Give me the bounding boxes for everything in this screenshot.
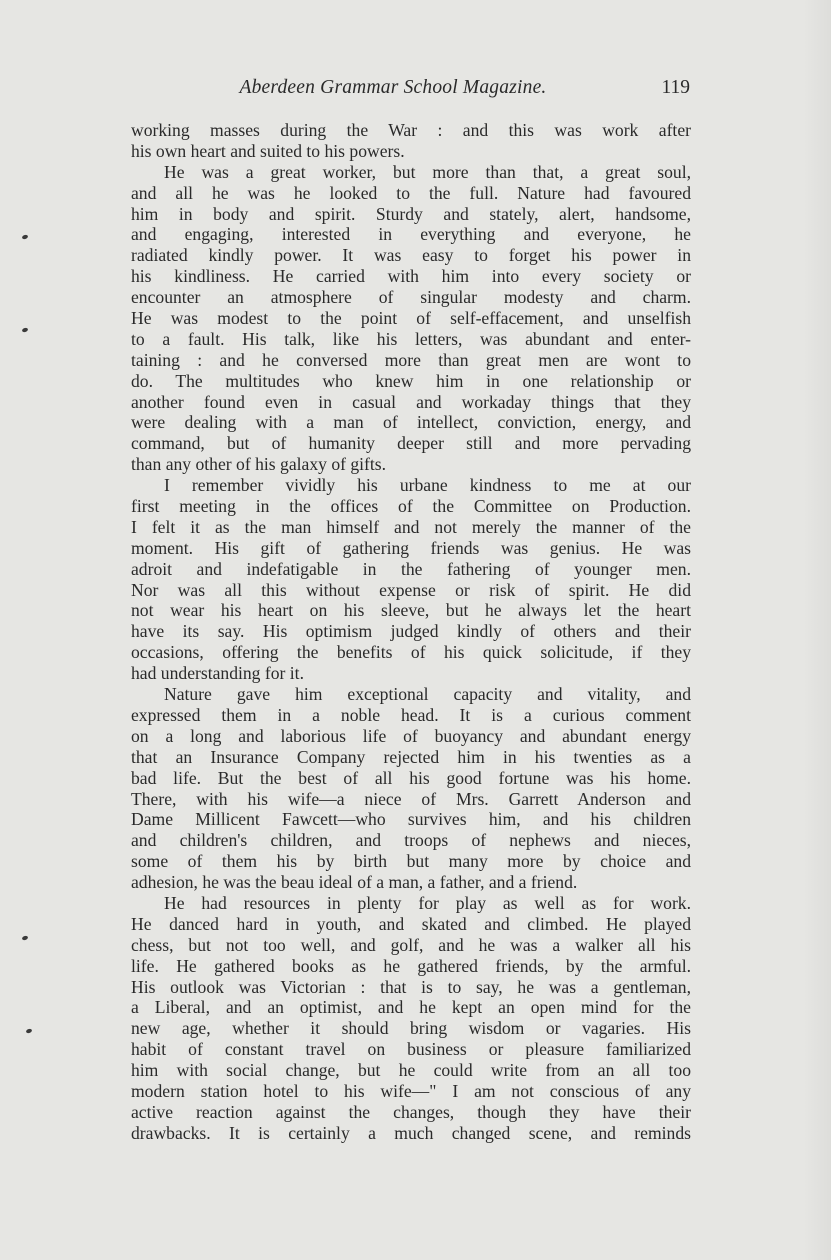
text-line: radiated kindly power. It was easy to forget his power in (131, 245, 691, 266)
text-line: I felt it as the man himself and not merely the manner of the (131, 516, 691, 537)
text-line: and all he was he looked to the full. Nature had favoured (131, 182, 691, 203)
text-line: than any other of his galaxy of gifts. (131, 454, 387, 475)
text-line: had understanding for it. (131, 663, 304, 684)
text-line: life. He gathered books as he gathered friends, by the armful. (131, 955, 691, 976)
text-line: He danced hard in youth, and skated and climbed. He played (131, 913, 691, 934)
text-line: I remember vividly his urbane kindness to me at our (164, 475, 691, 496)
text-line: first meeting in the offices of the Committee on Production. (131, 496, 691, 517)
text-line: He was modest to the point of self-effacement, and unselfish (131, 308, 691, 329)
text-line: active reaction against the changes, though they have their (131, 1101, 691, 1122)
text-line: habit of constant travel on business or pleasure familiarized (131, 1039, 691, 1060)
page-header (132, 77, 690, 101)
margin-mark (21, 935, 28, 941)
paragraph (131, 475, 691, 684)
margin-mark (21, 234, 28, 240)
text-line: that an Insurance Company rejected him in his twenties as a (131, 746, 691, 767)
page-number: 119 (661, 77, 690, 98)
text-line: have its say. His optimism judged kindly of others and their (131, 621, 691, 642)
text-line: encounter an atmosphere of singular modesty and charm. (131, 287, 691, 308)
margin-mark (25, 1028, 32, 1034)
text-line: moment. His gift of gathering friends was genius. He was (131, 537, 691, 558)
text-line: He was a great worker, but more than that, a great soul, (164, 161, 691, 182)
text-line: him with social change, but he could write from an all too (131, 1060, 691, 1081)
margin-mark (21, 327, 28, 333)
text-line: some of them his by birth but many more by choice and (131, 851, 691, 872)
text-line: He had resources in plenty for play as well as for work. (164, 892, 691, 913)
text-line: and children's children, and troops of nephews and nieces, (131, 830, 691, 851)
text-line: and engaging, interested in everything and everyone, he (131, 224, 691, 245)
text-line: Nature gave him exceptional capacity and vitality, and (164, 684, 691, 705)
text-line: another found even in casual and workaday things that they (131, 391, 691, 412)
text-line: command, but of humanity deeper still and more pervading (131, 433, 691, 454)
text-line: taining : and he conversed more than great men are wont to (131, 349, 691, 370)
text-line: on a long and laborious life of buoyancy and abundant energy (131, 725, 691, 746)
text-line: new age, whether it should bring wisdom or vagaries. His (131, 1018, 691, 1039)
text-line: working masses during the War : and this was work after (131, 120, 691, 140)
text-line: occasions, offering the benefits of his quick solicitude, if they (131, 642, 691, 663)
text-line: Dame Millicent Fawcett—who survives him, and his children (131, 809, 691, 830)
text-line: Nor was all this without expense or risk of spirit. He did (131, 579, 691, 600)
paragraph (131, 120, 691, 162)
text-line: chess, but not too well, and golf, and he was a walker all his (131, 934, 691, 955)
paragraph (131, 162, 691, 475)
paragraph (131, 684, 691, 893)
text-line: him in body and spirit. Sturdy and stately, alert, handsome, (131, 203, 691, 224)
text-line: His outlook was Victorian : that is to say, he was a gentleman, (131, 976, 691, 997)
text-line: There, with his wife—a niece of Mrs. Garrett Anderson and (131, 788, 691, 809)
text-line: his kindliness. He carried with him into every society or (131, 266, 691, 287)
text-line: were dealing with a man of intellect, conviction, energy, and (131, 412, 691, 433)
text-line: not wear his heart on his sleeve, but he always let the heart (131, 600, 691, 621)
text-line: modern station hotel to his wife—" I am not conscious of any (131, 1080, 691, 1101)
article-body (131, 120, 691, 1144)
text-line: bad life. But the best of all his good fortune was his home. (131, 767, 691, 788)
running-title: Aberdeen Grammar School Magazine. (239, 77, 547, 98)
text-line: a Liberal, and an optimist, and he kept an open mind for the (131, 997, 691, 1018)
text-line: to a fault. His talk, like his letters, was abundant and enter- (131, 328, 691, 349)
page-edge-shadow (803, 0, 831, 1260)
text-line: drawbacks. It is certainly a much changed scene, and reminds (131, 1122, 691, 1143)
text-line: expressed them in a noble head. It is a curious comment (131, 704, 691, 725)
text-line: adhesion, he was the beau ideal of a man, a father, and a friend. (131, 872, 578, 893)
paragraph (131, 893, 691, 1144)
text-line: his own heart and suited to his powers. (131, 140, 405, 161)
text-line: adroit and indefatigable in the fathering of younger men. (131, 558, 691, 579)
text-line: do. The multitudes who knew him in one relationship or (131, 370, 691, 391)
